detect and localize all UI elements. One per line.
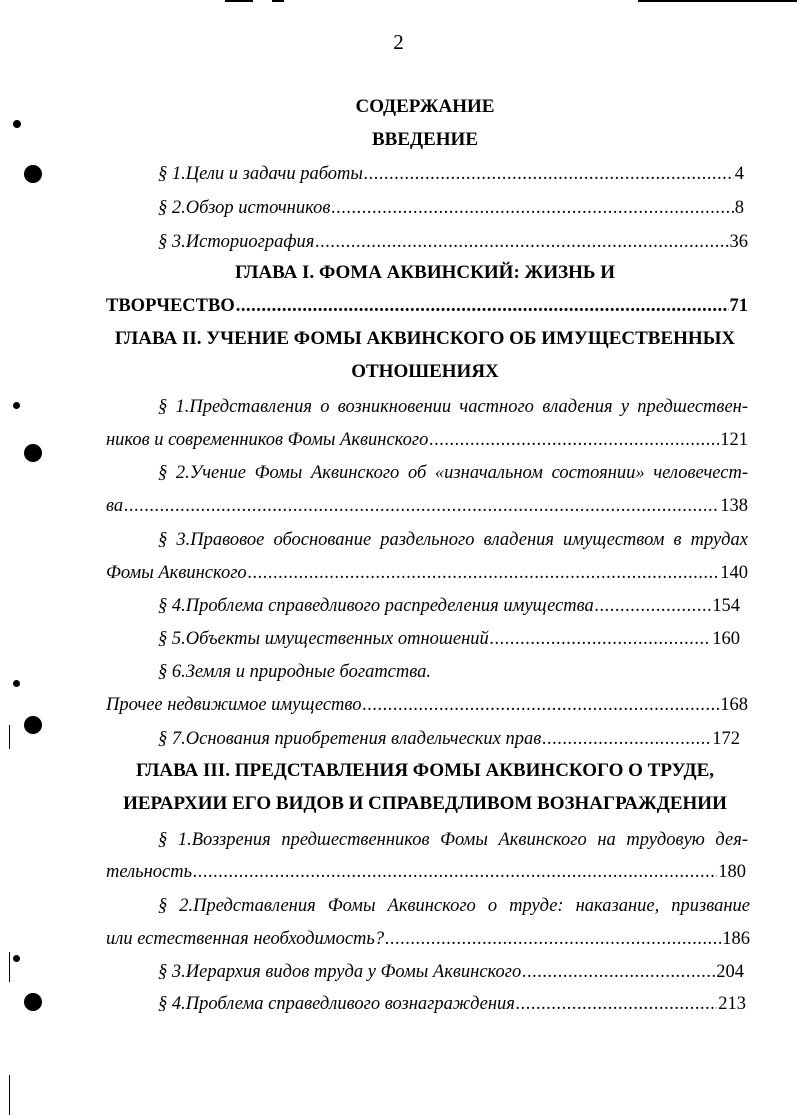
toc-entry-page: 180 — [718, 862, 746, 882]
toc-entry — [158, 959, 744, 985]
toc-entry-page: 168 — [720, 695, 748, 715]
toc-entry — [158, 195, 744, 221]
edge-line — [9, 1075, 10, 1115]
toc-entry-line: § 1.Воззрения предшественников Фомы Аквинского на трудовую дея- — [158, 830, 748, 850]
margin-mark — [13, 680, 20, 687]
toc-entry-title: ТВОРЧЕСТВО — [106, 296, 235, 316]
leader-dots — [542, 726, 711, 752]
intro-heading: ВВЕДЕНИЕ — [372, 129, 478, 150]
toc-entry — [158, 991, 746, 1017]
leader-dots — [516, 991, 717, 1017]
toc-entry-page: 204 — [716, 962, 744, 982]
chapter-3-heading-cont: ИЕРАРХИИ ЕГО ВИДОВ И СПРАВЕДЛИВОМ ВОЗНАГРАЖДЕНИИ — [123, 793, 727, 814]
margin-mark — [13, 955, 20, 962]
toc-entry-page: 138 — [720, 496, 748, 516]
toc-entry — [158, 593, 740, 619]
toc-entry-title: § 1.Цели и задачи работы — [158, 164, 363, 184]
leader-dots — [236, 293, 729, 319]
contents-heading: СОДЕРЖАНИЕ — [355, 96, 495, 117]
toc-entry-line: § 6.Земля и природные богатства. — [158, 662, 432, 682]
toc-entry — [106, 560, 748, 586]
leader-dots — [595, 593, 711, 619]
toc-entry-line: § 1.Представления о возникновении частного владения у предшествен- — [158, 397, 748, 417]
leader-dots — [385, 926, 721, 952]
toc-entry-title: § 7.Основания приобретения владельческих прав — [158, 729, 542, 749]
toc-entry-title: тельность — [106, 862, 193, 882]
toc-entry-title: § 4.Проблема справедливого вознаграждения — [158, 994, 515, 1014]
toc-entry-page: 213 — [718, 994, 746, 1014]
punch-hole — [24, 165, 42, 183]
punch-hole — [24, 444, 42, 462]
toc-entry — [158, 626, 740, 652]
toc-entry — [158, 229, 748, 255]
toc-entry-page: 160 — [712, 629, 740, 649]
toc-entry — [158, 726, 740, 752]
chapter-2-heading: ГЛАВА II. УЧЕНИЕ ФОМЫ АКВИНСКОГО ОБ ИМУЩЕСТВЕННЫХ — [114, 328, 736, 349]
margin-mark — [13, 120, 21, 128]
edge-line — [9, 952, 10, 982]
toc-entry-title: ва — [106, 496, 124, 516]
chapter-3-heading: ГЛАВА III. ПРЕДСТАВЛЕНИЯ ФОМЫ АКВИНСКОГО О ТРУДЕ, — [135, 760, 715, 781]
leader-dots — [429, 427, 719, 453]
toc-entry-title: или естественная необходимость? — [106, 929, 385, 949]
chapter-1-heading: ГЛАВА I. ФОМА АКВИНСКИЙ: ЖИЗНЬ И — [235, 262, 615, 283]
leader-dots — [315, 229, 728, 255]
toc-entry-line: § 3.Правовое обоснование раздельного владения имуществом в трудах — [158, 530, 748, 550]
toc-entry — [106, 926, 750, 952]
toc-entry-line: § 2.Представления Фомы Аквинского о труде: наказание, призвание — [158, 896, 750, 916]
toc-entry-title: ников и современников Фомы Аквинского — [106, 430, 429, 450]
leader-dots — [193, 859, 717, 885]
scan-mark — [638, 0, 797, 2]
leader-dots — [490, 626, 711, 652]
toc-entry-page: 140 — [720, 563, 748, 583]
leader-dots — [248, 560, 720, 586]
toc-entry-page: 121 — [720, 430, 748, 450]
toc-entry-page: 172 — [712, 729, 740, 749]
chapter-2-heading-cont: ОТНОШЕНИЯХ — [351, 361, 499, 382]
toc-entry — [106, 427, 748, 453]
toc-entry-title: § 3.Историография — [158, 232, 315, 252]
punch-hole — [24, 993, 42, 1011]
toc-entry-line: § 2.Учение Фомы Аквинского об «изначальном состоянии» человечест- — [158, 463, 748, 483]
toc-entry-page: 186 — [722, 929, 750, 949]
toc-entry — [106, 493, 748, 519]
leader-dots — [331, 195, 733, 221]
toc-entry-title: § 3.Иерархия видов труда у Фомы Аквинского — [158, 962, 522, 982]
toc-entry-page: 71 — [729, 296, 748, 316]
margin-mark — [13, 402, 20, 409]
leader-dots — [362, 692, 719, 718]
toc-entry — [158, 161, 744, 187]
toc-entry-page: 4 — [734, 164, 744, 184]
toc-entry — [106, 859, 746, 885]
toc-entry-title: § 5.Объекты имущественных отношений — [158, 629, 489, 649]
scan-mark — [225, 0, 253, 2]
edge-line — [9, 725, 10, 749]
toc-entry — [106, 692, 748, 718]
toc-entry-page: 36 — [729, 232, 748, 252]
toc-entry-title: § 2.Обзор источников — [158, 198, 331, 218]
page-number: 2 — [393, 30, 404, 54]
leader-dots — [522, 959, 715, 985]
scan-mark — [272, 0, 284, 2]
toc-entry-page: 8 — [734, 198, 744, 218]
leader-dots — [124, 493, 719, 519]
toc-entry-title: § 4.Проблема справедливого распределения имущества — [158, 596, 594, 616]
toc-entry-title: Прочее недвижимое имущество — [106, 695, 362, 715]
toc-entry-page: 154 — [712, 596, 740, 616]
punch-hole — [24, 716, 42, 734]
toc-entry-title: Фомы Аквинского — [106, 563, 247, 583]
leader-dots — [364, 161, 734, 187]
toc-entry — [106, 293, 748, 319]
